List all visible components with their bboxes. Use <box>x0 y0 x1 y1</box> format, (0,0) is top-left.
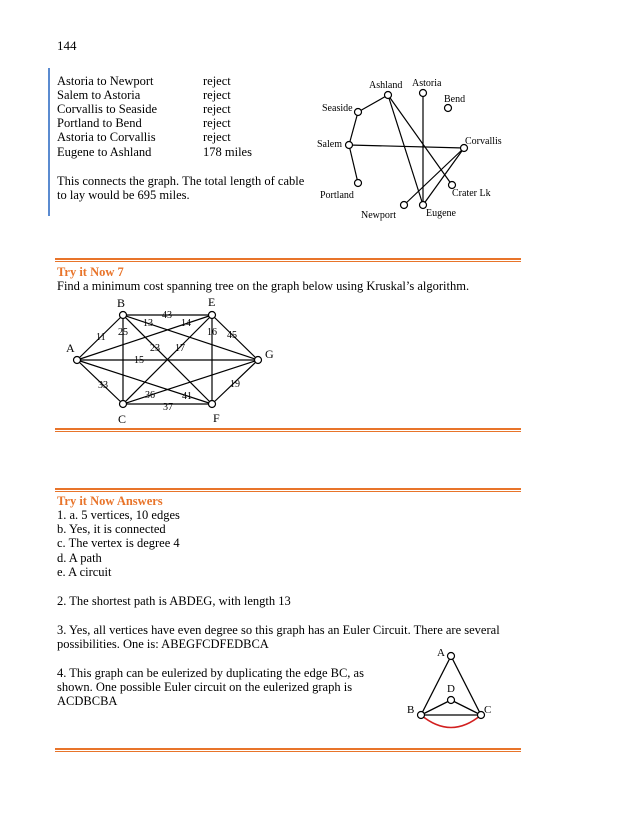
weight-AG: 15 <box>134 355 144 366</box>
label-eugene: Eugene <box>426 208 456 219</box>
try-it-now-7-heading: Try it Now 7 <box>57 265 124 279</box>
edge-salem-corvallis <box>349 145 464 148</box>
node-B <box>418 712 425 719</box>
label-salem: Salem <box>317 139 342 150</box>
node-seaside <box>355 109 362 116</box>
node-bend <box>445 105 452 112</box>
kruskal-exercise-graph <box>0 290 630 430</box>
weight-EF: 16 <box>207 327 217 338</box>
section-divider <box>55 748 521 752</box>
step-edge: Eugene to Ashland <box>57 145 152 159</box>
step-result: reject <box>203 74 231 88</box>
section-divider <box>55 488 521 492</box>
node-A <box>448 653 455 660</box>
label-C: C <box>484 704 492 716</box>
weight-CE: 17 <box>175 343 185 354</box>
vertex-E <box>209 312 216 319</box>
vertex-label-B: B <box>117 296 126 310</box>
answer-1b: b. Yes, it is connected <box>57 522 166 536</box>
answers-heading: Try it Now Answers <box>57 494 163 508</box>
label-seaside: Seaside <box>322 103 353 114</box>
vertex-B <box>120 312 127 319</box>
label-portland: Portland <box>320 190 354 201</box>
node-salem <box>346 142 353 149</box>
step-result: reject <box>203 130 231 144</box>
vertex-C <box>120 401 127 408</box>
weight-BC: 25 <box>118 327 128 338</box>
weight-CF: 37 <box>163 402 173 413</box>
vertex-G <box>255 357 262 364</box>
vertex-label-E: E <box>208 295 216 309</box>
weight-FG: 19 <box>230 379 240 390</box>
section-divider <box>55 428 521 432</box>
label-A: A <box>437 647 445 659</box>
answer-3-line1: 3. Yes, all vertices have even degree so this graph has an Euler Circuit. There are several <box>57 623 500 637</box>
try-it-now-7-prompt: Find a minimum cost spanning tree on the graph below using Kruskal’s algorithm. <box>57 279 470 293</box>
edge-seaside-ashland <box>358 95 388 112</box>
conclusion-line: This connects the graph. The total length of cable <box>57 174 305 188</box>
step-edge: Astoria to Corvallis <box>57 130 156 144</box>
section-divider <box>55 258 521 262</box>
eulerized-graph <box>0 640 630 750</box>
edge-ashland-craterlk <box>388 95 452 185</box>
step-result: reject <box>203 102 231 116</box>
answer-4-line2: shown. One possible Euler circuit on the eulerized graph is <box>57 680 353 694</box>
edge-ashland-eugene <box>388 95 423 205</box>
label-corvallis: Corvallis <box>465 136 502 147</box>
vertex-label-A: A <box>66 341 75 355</box>
step-result: reject <box>203 116 231 130</box>
answer-2: 2. The shortest path is ABDEG, with length 13 <box>57 594 291 608</box>
conclusion-line: to lay would be 695 miles. <box>57 188 190 202</box>
page-number: 144 <box>57 38 77 53</box>
weight-AE: 14 <box>181 318 191 329</box>
answer-4-line3: ACDBCBA <box>57 694 118 708</box>
edge-seaside-salem <box>349 112 358 145</box>
weight-AB: 11 <box>96 332 106 343</box>
step-result: 178 miles <box>203 145 252 159</box>
weight-AC: 33 <box>98 380 108 391</box>
label-D: D <box>447 683 455 695</box>
weight-BF: 13 <box>143 318 153 329</box>
step-edge: Astoria to Newport <box>57 74 154 88</box>
oregon-cable-graph <box>0 0 630 240</box>
weight-AF: 41 <box>182 391 192 402</box>
node-newport <box>401 202 408 209</box>
vertex-label-G: G <box>265 347 274 361</box>
node-astoria <box>420 90 427 97</box>
step-edge: Portland to Bend <box>57 116 142 130</box>
label-craterlk: Crater Lk <box>452 188 491 199</box>
vertex-F <box>209 401 216 408</box>
answer-1e: e. A circuit <box>57 565 112 579</box>
vertex-A <box>74 357 81 364</box>
node-ashland <box>385 92 392 99</box>
weight-CG: 36 <box>145 390 155 401</box>
label-astoria: Astoria <box>412 78 442 89</box>
step-result: reject <box>203 88 231 102</box>
weight-BE: 43 <box>162 310 172 321</box>
edge-AC <box>451 656 481 715</box>
answer-3-line2: possibilities. One is: ABEGFCDFEDBCA <box>57 637 269 651</box>
weight-EG: 45 <box>227 330 237 341</box>
answer-1a: 1. a. 5 vertices, 10 edges <box>57 508 180 522</box>
weight-BG: 23 <box>150 343 160 354</box>
step-edge: Corvallis to Seaside <box>57 102 157 116</box>
vertex-label-C: C <box>118 412 127 426</box>
step-edge: Salem to Astoria <box>57 88 141 102</box>
label-ashland: Ashland <box>369 80 403 91</box>
answer-1c: c. The vertex is degree 4 <box>57 536 180 550</box>
vertex-label-F: F <box>213 411 220 425</box>
edge-salem-portland <box>349 145 358 183</box>
node-portland <box>355 180 362 187</box>
answer-4-line1: 4. This graph can be eulerized by duplicating the edge BC, as <box>57 666 364 680</box>
label-bend: Bend <box>444 94 466 105</box>
node-D <box>448 697 455 704</box>
label-newport: Newport <box>361 210 396 221</box>
answer-1d: d. A path <box>57 551 102 565</box>
label-B: B <box>407 704 415 716</box>
duplicated-edge-BC <box>421 715 481 728</box>
